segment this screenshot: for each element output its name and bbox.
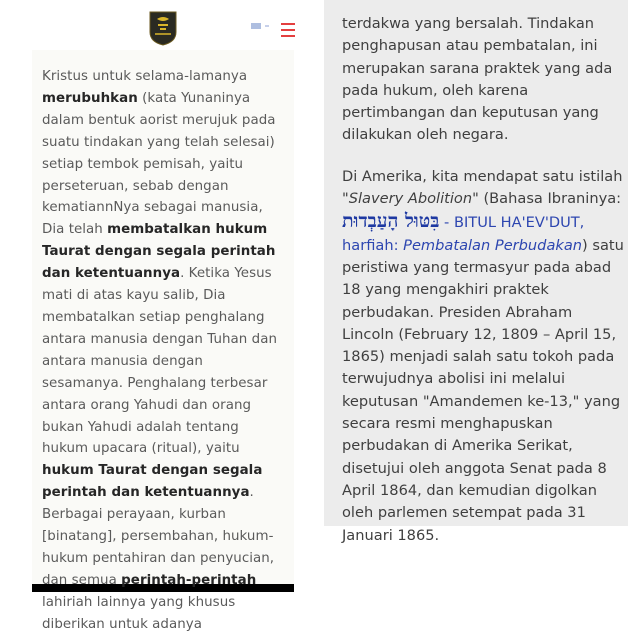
term-slavery-abolition: Slavery Abolition [348,190,473,208]
bold-phrase: membatalkan hukum Taurat dengan segala perintah dan ketentuannya [42,222,276,282]
emblem-logo-icon[interactable] [148,10,178,46]
paragraph-legal-abolition: terdakwa yang bersalah. Tindakan penghapusan atau pembatalan, ini merupakan sarana praktek yang ada pada hukum, oleh karena pertimbangan dan keputusan yang dilakukan oleh negara. [342,15,613,144]
text-run: (kata Yunaninya dalam bentuk aorist merujuk pada suatu tindakan yang telah selesai) setiap tembok pemisah, yaitu perseteruan, sebab dengan kematiannNya sebagai manusia, Dia telah [42,90,276,238]
para2-intro: Di Amerika, kita mendapat satu istilah " [342,167,623,208]
left-screenshot-panel [32,8,294,632]
para2-mid: " (Bahasa Ibraninya: [472,190,622,208]
hamburger-menu-icon[interactable] [281,23,295,39]
harfiah-translation[interactable]: Pembatalan Perbudakan [403,236,583,254]
text-run: . Berbagai perayaan, kurban [binatang], persembahan, hukum-hukum pentahiran dan penyucian, dan semua [42,485,275,588]
text-run: . Ketika Yesus mati di atas kayu salib, Dia membatalkan setiap penghalang antara manusia dengan Tuhan dan antara manusia dengan sesamanya. Penghalang terbesar antara orang Yahudi dan orang bukan Yahudi adalah tentang hukum upacara (ritual), yaitu [42,266,277,457]
hebrew-term: בִּטּוּל הָעַבְדוּת [342,210,440,233]
para2-rest: ) satu peristiwa yang termasyur pada abad 18 yang mengakhiri praktek perbudakan. Presiden Abraham Lincoln (February 12, 1809 – April 15, 1865) menjadi salah satu tokoh pada terwujudnya abolisi ini melalui keputusan "Amandemen ke-13," yang secara resmi menghapuskan perbudakan di Amerika Serikat, disetujui oleh anggota Senat pada 8 April 1864, dan kemudian digolkan oleh parlemen setempat pada 31 Januari 1865. [342,236,624,544]
harfiah-label[interactable]: harfiah: [342,236,404,254]
flag-icon[interactable] [251,23,261,29]
text-run: lahiriah lainnya yang khusus diberikan untuk adanya [42,594,236,632]
article-excerpt [324,0,626,547]
bold-phrase: merubuhkan [42,90,138,106]
site-header [32,8,294,50]
paragraph-slavery-abolition [342,166,626,547]
right-screenshot-panel [324,0,628,544]
article-body [32,50,294,632]
bold-phrase: hukum Taurat dengan segala perintah dan ketentuannya [42,463,263,501]
text-run: Kristus untuk selama-lamanya [42,69,248,84]
transliteration-link[interactable]: - BITUL HA'EV'DUT, [439,214,585,232]
article-paragraph [32,50,294,636]
bold-phrase: perintah-perintah [121,572,257,588]
